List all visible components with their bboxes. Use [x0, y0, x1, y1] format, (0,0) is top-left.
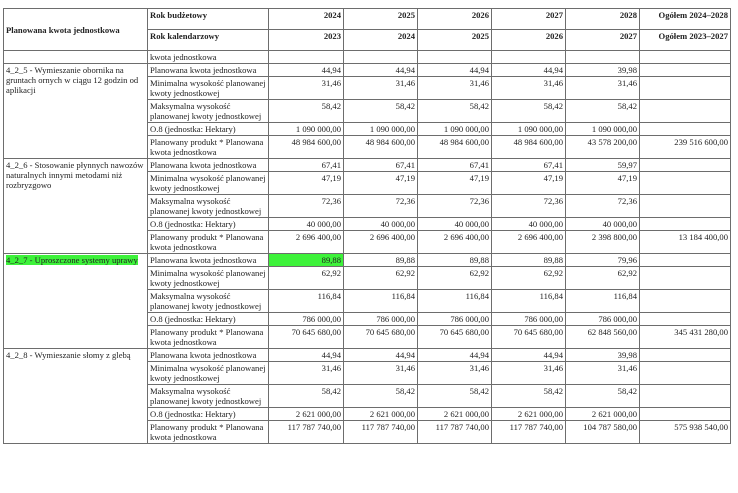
- total-cell: [640, 267, 731, 290]
- row-label: Planowany produkt * Planowana kwota jednostkowa: [148, 421, 269, 444]
- budget-year-cell: 2025: [344, 9, 418, 30]
- calendar-year-label: Rok kalendarzowy: [148, 30, 269, 51]
- value-cell: 58,42: [492, 100, 566, 123]
- row-label: O.8 (jednostka: Hektary): [148, 313, 269, 326]
- row-label: Maksymalna wysokość planowanej kwoty jednostkowej: [148, 385, 269, 408]
- value-cell: 62,92: [418, 267, 492, 290]
- value-cell: 1 090 000,00: [269, 123, 344, 136]
- value-cell: 47,19: [344, 172, 418, 195]
- row-label: Minimalna wysokość planowanej kwoty jednostkowej: [148, 267, 269, 290]
- value-cell: 786 000,00: [269, 313, 344, 326]
- value-cell: 44,94: [269, 349, 344, 362]
- measure-name-cell: [4, 349, 148, 444]
- row-label: Planowana kwota jednostkowa: [148, 64, 269, 77]
- value-cell: 116,84: [344, 290, 418, 313]
- value-cell: 70 645 680,00: [492, 326, 566, 349]
- value-cell: 2 621 000,00: [269, 408, 344, 421]
- value-cell: 44,94: [418, 349, 492, 362]
- value-cell: 67,41: [269, 159, 344, 172]
- value-cell: 786 000,00: [344, 313, 418, 326]
- calendar-year-cell: 2025: [418, 30, 492, 51]
- value-cell: 116,84: [418, 290, 492, 313]
- value-cell: 1 090 000,00: [492, 123, 566, 136]
- value-cell: 1 090 000,00: [566, 123, 640, 136]
- total-cell: [640, 123, 731, 136]
- row-label: Planowana kwota jednostkowa: [148, 254, 269, 267]
- value-cell: 2 696 400,00: [269, 231, 344, 254]
- value-cell: 40 000,00: [269, 218, 344, 231]
- value-cell: 67,41: [492, 159, 566, 172]
- measure-name: 4_2_5 - Wymieszanie obornika na gruntach ornych w ciągu 12 godzin od aplikacji: [6, 65, 139, 95]
- row-label: Maksymalna wysokość planowanej kwoty jednostkowej: [148, 100, 269, 123]
- calendar-year-cell: 2026: [492, 30, 566, 51]
- total-cell: [640, 77, 731, 100]
- value-cell: 40 000,00: [344, 218, 418, 231]
- total-cell: 345 431 280,00: [640, 326, 731, 349]
- value-cell: 2 696 400,00: [418, 231, 492, 254]
- empty-cell: [640, 51, 731, 64]
- value-cell: 58,42: [269, 100, 344, 123]
- value-cell: 58,42: [269, 385, 344, 408]
- value-cell: 2 621 000,00: [566, 408, 640, 421]
- row-label: Planowany produkt * Planowana kwota jednostkowa: [148, 231, 269, 254]
- value-cell: 62 848 560,00: [566, 326, 640, 349]
- value-cell: 48 984 600,00: [269, 136, 344, 159]
- total-cell: [640, 362, 731, 385]
- value-cell: 67,41: [344, 159, 418, 172]
- value-cell: 39,98: [566, 64, 640, 77]
- row-label: Maksymalna wysokość planowanej kwoty jednostkowej: [148, 290, 269, 313]
- row-label: Planowany produkt * Planowana kwota jednostkowa: [148, 326, 269, 349]
- value-cell: 31,46: [344, 77, 418, 100]
- calendar-year-cell: 2023: [269, 30, 344, 51]
- value-cell: 58,42: [418, 385, 492, 408]
- empty-cell: [4, 51, 148, 64]
- continuation-row: [4, 51, 731, 64]
- value-cell: 31,46: [418, 77, 492, 100]
- measure-name: 4_2_7 - Uproszczone systemy uprawy: [6, 255, 138, 265]
- value-cell: 104 787 580,00: [566, 421, 640, 444]
- empty-cell: [492, 51, 566, 64]
- value-cell: 62,92: [344, 267, 418, 290]
- budget-year-label: Rok budżetowy: [148, 9, 269, 30]
- total-cell: [640, 408, 731, 421]
- value-cell: 44,94: [418, 64, 492, 77]
- value-cell: 31,46: [269, 362, 344, 385]
- value-cell: 786 000,00: [566, 313, 640, 326]
- value-cell: 44,94: [344, 349, 418, 362]
- continuation-text: kwota jednostkowa: [148, 51, 269, 64]
- value-cell: 2 621 000,00: [344, 408, 418, 421]
- total-cell: [640, 159, 731, 172]
- value-cell: 70 645 680,00: [269, 326, 344, 349]
- value-cell: 48 984 600,00: [492, 136, 566, 159]
- value-cell: 58,42: [344, 100, 418, 123]
- total-cell: [640, 385, 731, 408]
- budget-year-cell: 2024: [269, 9, 344, 30]
- value-cell: 58,42: [566, 385, 640, 408]
- empty-cell: [344, 51, 418, 64]
- total-cell: [640, 254, 731, 267]
- value-cell: 786 000,00: [418, 313, 492, 326]
- value-cell: 31,46: [566, 362, 640, 385]
- value-cell: 47,19: [492, 172, 566, 195]
- value-cell: 117 787 740,00: [344, 421, 418, 444]
- row-label: Planowana kwota jednostkowa: [148, 159, 269, 172]
- measure-name-cell: [4, 159, 148, 254]
- table-body: [4, 51, 731, 444]
- total-budget-header: Ogółem 2024–2028: [640, 9, 731, 30]
- empty-cell: [269, 51, 344, 64]
- value-cell: 2 398 800,00: [566, 231, 640, 254]
- value-cell: 62,92: [269, 267, 344, 290]
- budget-year-cell: 2028: [566, 9, 640, 30]
- budget-year-cell: 2027: [492, 9, 566, 30]
- value-cell: 70 645 680,00: [418, 326, 492, 349]
- row-label: Planowana kwota jednostkowa: [148, 349, 269, 362]
- total-cell: 575 938 540,00: [640, 421, 731, 444]
- row-label: O.8 (jednostka: Hektary): [148, 123, 269, 136]
- value-cell: 117 787 740,00: [418, 421, 492, 444]
- value-cell: 117 787 740,00: [269, 421, 344, 444]
- table-row: [4, 254, 731, 267]
- measure-name: 4_2_8 - Wymieszanie słomy z glebą: [6, 350, 131, 360]
- table-row: [4, 159, 731, 172]
- value-cell: 43 578 200,00: [566, 136, 640, 159]
- total-cell: [640, 172, 731, 195]
- document-page: [3, 8, 730, 444]
- value-cell: 47,19: [418, 172, 492, 195]
- budget-table: [3, 8, 731, 444]
- total-cell: 239 516 600,00: [640, 136, 731, 159]
- value-cell: 44,94: [492, 349, 566, 362]
- value-cell: 116,84: [492, 290, 566, 313]
- calendar-year-cell: 2024: [344, 30, 418, 51]
- budget-year-cell: 2026: [418, 9, 492, 30]
- row-label: O.8 (jednostka: Hektary): [148, 218, 269, 231]
- value-cell: 786 000,00: [492, 313, 566, 326]
- table-row: [4, 64, 731, 77]
- empty-cell: [418, 51, 492, 64]
- value-cell: 31,46: [269, 77, 344, 100]
- value-cell: 70 645 680,00: [344, 326, 418, 349]
- value-cell: 40 000,00: [566, 218, 640, 231]
- calendar-year-cell: 2027: [566, 30, 640, 51]
- value-cell: 62,92: [492, 267, 566, 290]
- value-cell: 31,46: [492, 77, 566, 100]
- value-cell: 44,94: [269, 64, 344, 77]
- total-cell: [640, 349, 731, 362]
- value-cell: 1 090 000,00: [418, 123, 492, 136]
- row-label: Planowany produkt * Planowana kwota jednostkowa: [148, 136, 269, 159]
- row-label: Minimalna wysokość planowanej kwoty jednostkowej: [148, 362, 269, 385]
- value-cell: 47,19: [269, 172, 344, 195]
- value-cell: 79,96: [566, 254, 640, 267]
- total-cell: [640, 195, 731, 218]
- value-cell: 59,97: [566, 159, 640, 172]
- value-cell: 44,94: [344, 64, 418, 77]
- value-cell: 116,84: [566, 290, 640, 313]
- row-label: Maksymalna wysokość planowanej kwoty jednostkowej: [148, 195, 269, 218]
- value-cell: 89,88: [269, 254, 344, 267]
- value-cell: 89,88: [418, 254, 492, 267]
- value-cell: 58,42: [492, 385, 566, 408]
- empty-cell: [566, 51, 640, 64]
- total-cell: [640, 218, 731, 231]
- total-cell: [640, 100, 731, 123]
- row-label-header: Planowana kwota jednostkowa: [4, 9, 148, 51]
- value-cell: 72,36: [344, 195, 418, 218]
- total-cell: [640, 64, 731, 77]
- value-cell: 2 621 000,00: [492, 408, 566, 421]
- total-cell: 13 184 400,00: [640, 231, 731, 254]
- total-cell: [640, 313, 731, 326]
- header-row-budget: [4, 9, 731, 30]
- value-cell: 44,94: [492, 64, 566, 77]
- row-label: Minimalna wysokość planowanej kwoty jednostkowej: [148, 172, 269, 195]
- value-cell: 40 000,00: [418, 218, 492, 231]
- value-cell: 31,46: [492, 362, 566, 385]
- value-cell: 58,42: [566, 100, 640, 123]
- total-calendar-header: Ogółem 2023–2027: [640, 30, 731, 51]
- value-cell: 117 787 740,00: [492, 421, 566, 444]
- value-cell: 89,88: [344, 254, 418, 267]
- measure-name-cell: [4, 64, 148, 159]
- table-row: [4, 349, 731, 362]
- value-cell: 67,41: [418, 159, 492, 172]
- measure-name: 4_2_6 - Stosowanie płynnych nawozów naturalnych innymi metodami niż rozbryzgowo: [6, 160, 144, 190]
- value-cell: 31,46: [566, 77, 640, 100]
- value-cell: 31,46: [418, 362, 492, 385]
- row-label: Minimalna wysokość planowanej kwoty jednostkowej: [148, 77, 269, 100]
- value-cell: 40 000,00: [492, 218, 566, 231]
- value-cell: 58,42: [344, 385, 418, 408]
- value-cell: 31,46: [344, 362, 418, 385]
- row-label: O.8 (jednostka: Hektary): [148, 408, 269, 421]
- value-cell: 72,36: [418, 195, 492, 218]
- value-cell: 89,88: [492, 254, 566, 267]
- value-cell: 2 621 000,00: [418, 408, 492, 421]
- value-cell: 48 984 600,00: [418, 136, 492, 159]
- value-cell: 1 090 000,00: [344, 123, 418, 136]
- value-cell: 62,92: [566, 267, 640, 290]
- measure-name-cell: [4, 254, 148, 349]
- value-cell: 116,84: [269, 290, 344, 313]
- value-cell: 2 696 400,00: [344, 231, 418, 254]
- value-cell: 72,36: [566, 195, 640, 218]
- value-cell: 72,36: [269, 195, 344, 218]
- value-cell: 47,19: [566, 172, 640, 195]
- total-cell: [640, 290, 731, 313]
- value-cell: 48 984 600,00: [344, 136, 418, 159]
- value-cell: 39,98: [566, 349, 640, 362]
- value-cell: 2 696 400,00: [492, 231, 566, 254]
- value-cell: 58,42: [418, 100, 492, 123]
- value-cell: 72,36: [492, 195, 566, 218]
